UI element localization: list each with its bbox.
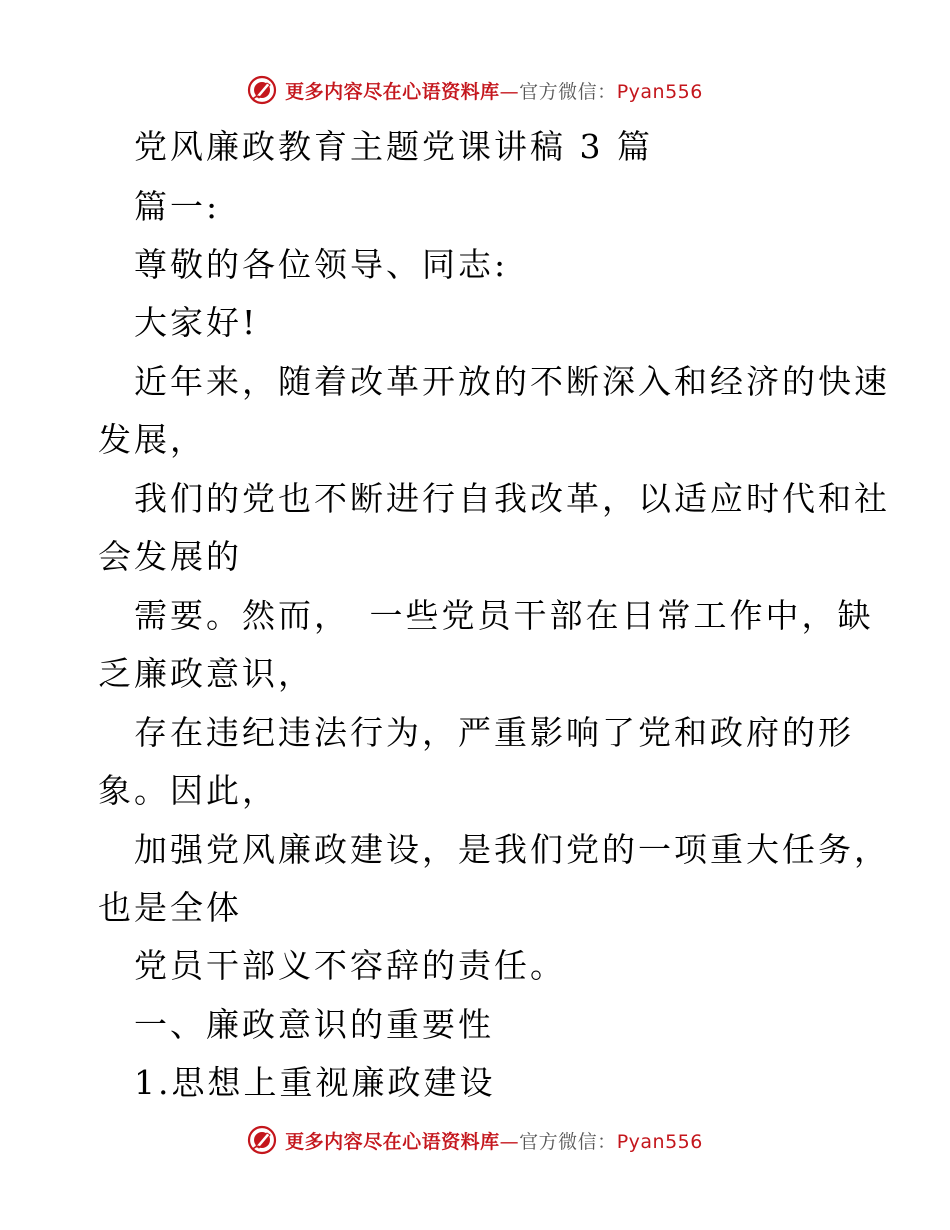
paragraph-line: 会发展的 bbox=[98, 537, 242, 576]
document-title: 党风廉政教育主题党课讲稿 3 篇 bbox=[134, 127, 653, 166]
banner-brand: 更多内容尽在心语资料库 bbox=[285, 80, 500, 103]
seal-pen-icon bbox=[247, 1125, 277, 1155]
paragraph-line: 需要。然而， 一些党员干部在日常工作中，缺 bbox=[134, 596, 874, 635]
paragraph-line: 加强党风廉政建设，是我们党的一项重大任务， bbox=[134, 830, 890, 869]
paragraph-line: 党员干部义不容辞的责任。 bbox=[134, 946, 566, 985]
paragraph-line: 发展， bbox=[98, 420, 206, 459]
seal-pen-icon bbox=[247, 75, 277, 105]
header-banner bbox=[0, 70, 950, 110]
section-heading: 一、廉政意识的重要性 bbox=[134, 1005, 494, 1044]
paragraph-line: 近年来，随着改革开放的不断深入和经济的快速 bbox=[134, 362, 890, 401]
subsection-heading: 1.思想上重视廉政建设 bbox=[134, 1063, 496, 1102]
banner-separator: — bbox=[499, 1130, 520, 1153]
banner-wechat-id: Pyan556 bbox=[616, 1130, 703, 1153]
greeting: 大家好! bbox=[134, 303, 259, 342]
part-label: 篇一: bbox=[134, 187, 221, 226]
banner-separator: — bbox=[499, 80, 520, 103]
banner-wechat-id: Pyan556 bbox=[616, 80, 703, 103]
banner-brand: 更多内容尽在心语资料库 bbox=[285, 1130, 500, 1153]
paragraph-line: 存在违纪违法行为，严重影响了党和政府的形 bbox=[134, 713, 854, 752]
salutation: 尊敬的各位领导、同志: bbox=[134, 245, 509, 284]
banner-label: 官方微信： bbox=[519, 80, 617, 103]
footer-banner bbox=[0, 1120, 950, 1160]
banner-label: 官方微信： bbox=[519, 1130, 617, 1153]
paragraph-line: 也是全体 bbox=[98, 888, 242, 927]
paragraph-line: 我们的党也不断进行自我改革，以适应时代和社 bbox=[134, 479, 890, 518]
paragraph-line: 乏廉政意识， bbox=[98, 654, 314, 693]
paragraph-line: 象。因此， bbox=[98, 771, 278, 810]
